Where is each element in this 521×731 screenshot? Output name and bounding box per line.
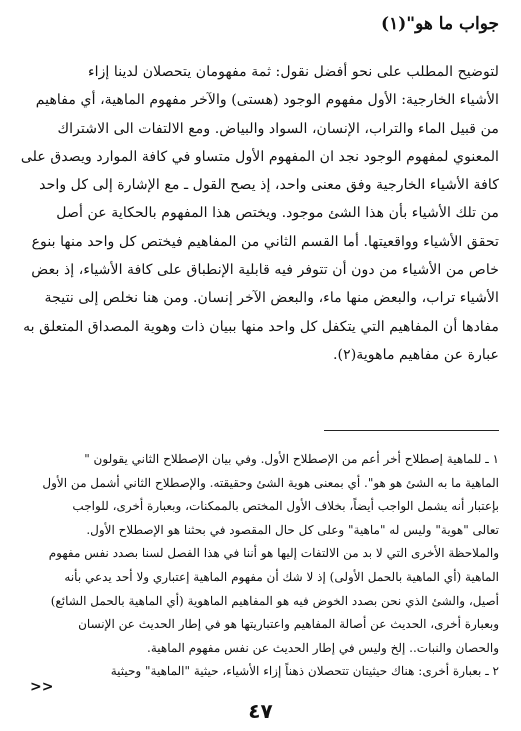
footnote-line: أصيل، والشئ الذي نحن بصدد الخوض فيه هو المفاهيم الماهوية (أي الماهية بالحمل الشائع)	[50, 593, 499, 608]
section-heading: جواب ما هو"(١)	[381, 14, 499, 34]
body-line: مفادها أن المفاهيم التي يتكفل كل واحد منها ببيان ذات وهوية المصداق المتعلق به	[23, 318, 499, 335]
body-line: من قبيل الماء والتراب، الإنسان، السواد والبياض. ومع الالتفات الى الاشتراك	[57, 120, 499, 137]
page-number: ٤٧	[248, 699, 273, 723]
continuation-mark: >>	[30, 679, 54, 695]
footnote-line: وبعبارة أخرى، الحديث عن أصالة المفاهيم واعتباريتها هو في إطار الحديث عن الإنسان	[78, 617, 499, 632]
footnote-line: والملاحظة الأخرى التي لا بد من الالتفات إليها هو أننا في هذا الفصل لسنا بصدد نفس مفهوم	[48, 546, 499, 561]
body-line: لتوضيح المطلب على نحو أفضل نقول: ثمة مفهومان يتحصلان لدينا إزاء	[87, 64, 499, 80]
body-line: المعنوي لمفهوم الوجود نجد ان المفهوم الأول متساو في كافة الموارد ويصدق على	[20, 148, 499, 165]
footnote-separator	[324, 430, 499, 431]
footnote-line: تعالى "هوية" وليس له "ماهية" وعلى كل حال المقصود في بحثنا هو الإصطلاح الأول.	[86, 522, 499, 537]
body-line: الأشياء تراب، والبعض منها ماء، والبعض الآخر إنسان. ومن هنا نخلص إلى نتيجة	[44, 290, 499, 307]
body-line: من تلك الأشياء بأن هذا الشئ موجود. ويختص هذا المفهوم بالحكاية عن أصل	[56, 205, 499, 222]
footnote-line: ١ ـ للماهية إصطلاح أخر أعم من الإصطلاح الأول. وفي بيان الإصطلاح الثاني يقولون "	[84, 452, 499, 466]
footnote-line: والحصان والنبات.. إلخ وليس في إطار الحديث عن نفس مفهوم الماهية.	[147, 640, 499, 655]
body-line: خاص من الأشياء من دون أن تتوفر فيه قابلية الإنطباق على كافة الأشياء، إذ بعض	[31, 262, 499, 279]
footnote-line: بإعتبار أنه يشمل الواجب أيضاً، بخلاف الأول المختص بالممكنات، وبعبارة أخرى، للواجب	[72, 499, 499, 514]
body-line: تحقق الأشياء وواقعيتها. أما القسم الثاني من المفاهيم فيختص كل واحد منها بنوع	[31, 233, 499, 250]
body-line: عبارة عن مفاهيم ماهوية(٢).	[333, 346, 499, 363]
footnotes	[14, 448, 499, 684]
main-text	[14, 58, 499, 369]
footnote-line: ٢ ـ بعبارة أخرى: هناك حيثيتان تتحصلان ذهناً إزاء الأشياء، حيثية "الماهية" وحيثية	[110, 664, 499, 679]
footnote-line: الماهية (أي الماهية بالحمل الأولى) إذ لا شك أن مفهوم الماهية إعتباري ولا أحد يدعي بأنه	[64, 569, 499, 584]
body-line: الأشياء الخارجية: الأول مفهوم الوجود (هستى) والآخر مفهوم الماهية، أي مفاهيم	[35, 92, 499, 109]
body-line: كافة الأشياء الخارجية وفق معنى واحد، إذ يصح القول ـ مع الإشارة إلى كل واحد	[39, 177, 499, 194]
footnote-line: الماهية ما به الشئ هو هو". أي بمعنى هوية الشئ وحقيقته. والإصطلاح الثاني أشمل من الأول	[42, 475, 499, 490]
